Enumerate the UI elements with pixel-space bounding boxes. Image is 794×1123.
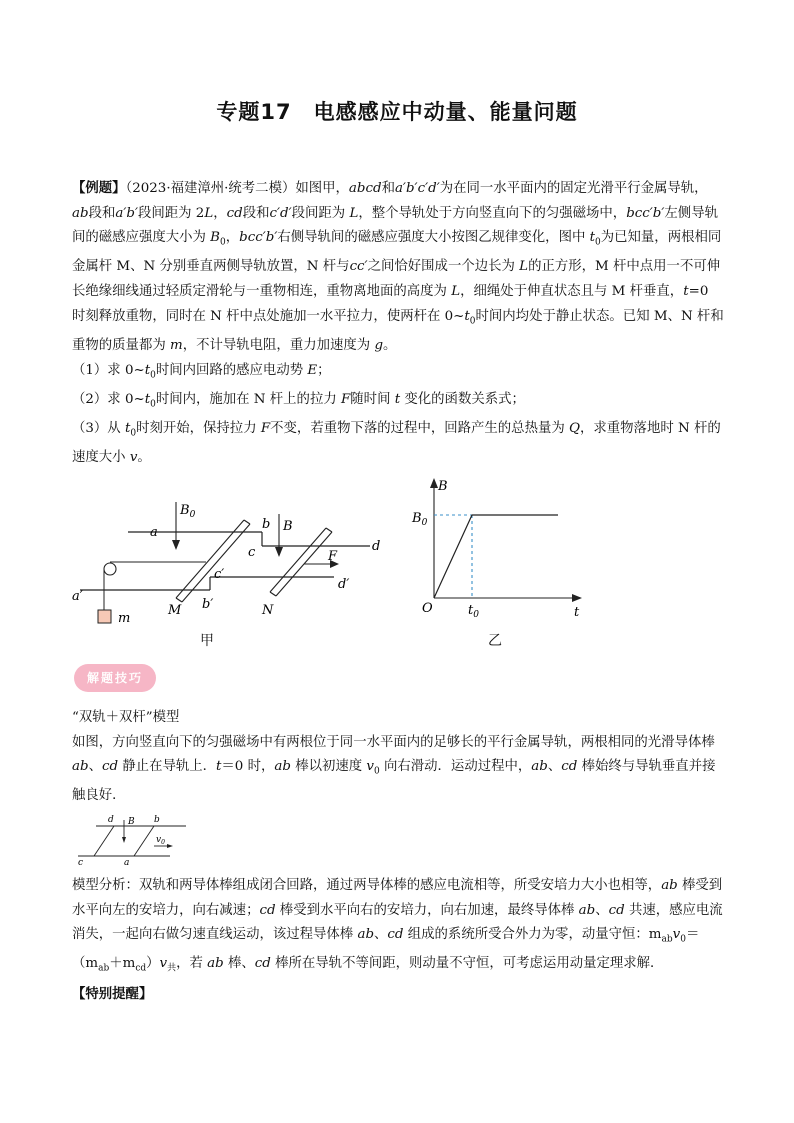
series-line-B	[434, 515, 558, 598]
pulley	[104, 563, 116, 575]
label-B: B	[283, 519, 293, 534]
caption-yi: 乙	[488, 633, 502, 649]
x-tick-t0: $t_0$	[468, 603, 479, 620]
question-1: （1）求 $0\sim t_0$时间内回路的感应电动势 E；	[72, 362, 331, 381]
y-tick-b0: $B_0$	[412, 511, 428, 528]
question-2: （2）求 $0\sim t_0$时间内，施加在 N 杆上的拉力 F随时间 t 变化的函数关系式；	[72, 391, 525, 410]
y-axis-label: B	[438, 479, 448, 494]
analysis-section	[72, 874, 724, 1006]
origin-label: O	[422, 601, 433, 616]
small-label-B: B	[128, 817, 135, 827]
x-axis-arrowhead	[572, 594, 582, 602]
label-b: b	[262, 517, 271, 532]
example-label: 【例题】	[72, 180, 126, 196]
example-text: 如图甲，abcd和a′b′c′d′为在同一水平面内的固定光滑平行金属导轨，ab段和a′b′段间距为 2L，cd段和c′d′段间距为 L，整个导轨处于方向竖直向下的匀强磁场中，bcc′b′左侧导轨间的磁感应强度大小为 $B_0$，bcc′b′右侧导轨间的磁感应强度大小按图乙规律变化，图中 $t_0$为已知量，两根相同金属杆 M、N 分别垂直两侧导轨放置，N 杆与cc′之间恰好围成一个边长为 L的正方形，M 杆中点用一不可伸长绝缘细线通过轻质定滑轮与一重物相连，重物离地面的高度为 L，细绳处于伸直状态且与 M 杆垂直，t=0 时刻释放重物，同时在 N 杆中点处施加一水平拉力，使两杆在 $0\sim t_0$时间内均处于静止状态。已知 M、N 杆和重物的质量都为 m，不计导轨电阻，重力加速度为 g。	[72, 181, 724, 353]
y-axis-arrowhead	[430, 478, 438, 488]
b0-arrowhead	[172, 540, 180, 550]
label-m: m	[118, 611, 131, 626]
small-label-d: d	[108, 815, 114, 825]
example-problem	[72, 176, 724, 471]
figure-double-rail-small	[74, 812, 194, 868]
label-a: a	[150, 525, 158, 540]
caption-jia: 甲	[200, 633, 214, 649]
small-label-b: b	[154, 815, 160, 825]
small-label-c: c	[78, 858, 84, 868]
small-b-arrowhead	[122, 837, 126, 843]
page-title: 专题17 电感感应中动量、能量问题	[216, 100, 578, 124]
label-c-prime: c′	[214, 567, 225, 582]
small-label-a: a	[124, 858, 130, 868]
label-N: N	[262, 603, 274, 618]
chart-plot-area	[434, 515, 558, 598]
label-d-prime: d′	[338, 577, 350, 592]
label-d: d	[372, 539, 381, 554]
tips-heading: “双轨＋双杆”模型	[72, 710, 180, 725]
small-rod-cd	[94, 826, 114, 856]
special-reminder-label: 【特别提醒】	[72, 985, 153, 1002]
b-arrowhead	[275, 547, 283, 557]
label-a-prime: a′	[72, 589, 83, 604]
small-v0-arrowhead	[167, 844, 173, 848]
label-B0: $B_0$	[180, 503, 196, 520]
label-M: M	[168, 603, 182, 618]
tips-badge: 解题技巧	[74, 664, 156, 692]
tips-paragraph: 如图，方向竖直向下的匀强磁场中有两根位于同一水平面内的足够长的平行金属导轨，两根相同的光滑导体棒 ab、cd 静止在导轨上．t＝0 时，ab 棒以初速度 $v_0$ 向右滑动．运动过程中，ab、cd 棒始终与导轨垂直并接触良好．	[72, 734, 716, 804]
example-source: （2023·福建漳州·统考二模）	[125, 181, 296, 196]
tips-section	[72, 706, 724, 809]
mass-block	[98, 610, 111, 623]
label-F: F	[328, 549, 338, 564]
small-rod-ab	[134, 826, 154, 856]
example-paragraph	[72, 176, 724, 359]
small-label-v0: $v_0$	[156, 835, 165, 846]
label-b-prime: b′	[202, 597, 214, 612]
analysis-paragraph: 模型分析：双轨和两导体棒组成闭合回路，通过两导体棒的感应电流相等，所受安培力大小也相等，ab 棒受到水平向左的安培力，向右减速；cd 棒受到水平向右的安培力，向右加速，最终导体棒 ab、cd 共速，感应电流消失，一起向右做匀速直线运动，该过程导体棒 ab、cd 组成的系统所受合外力为零，动量守恒：$m_{ab}v_0=(m_{ab}+m_{cd})v_共$，若 ab 棒、cd 棒所在导轨不等间距，则动量不守恒，可考虑运用动量定理求解．	[72, 878, 723, 975]
figure-yi-chart	[408, 474, 598, 624]
x-axis-label: t	[574, 605, 580, 620]
figure-jia-rails-diagram	[72, 490, 402, 650]
label-c: c	[248, 545, 256, 560]
question-3: （3）从 $t_0$时刻开始，保持拉力 F不变，若重物下落的过程中，回路产生的总热量为 Q，求重物落地时 N 杆的速度大小 v。	[72, 421, 721, 466]
